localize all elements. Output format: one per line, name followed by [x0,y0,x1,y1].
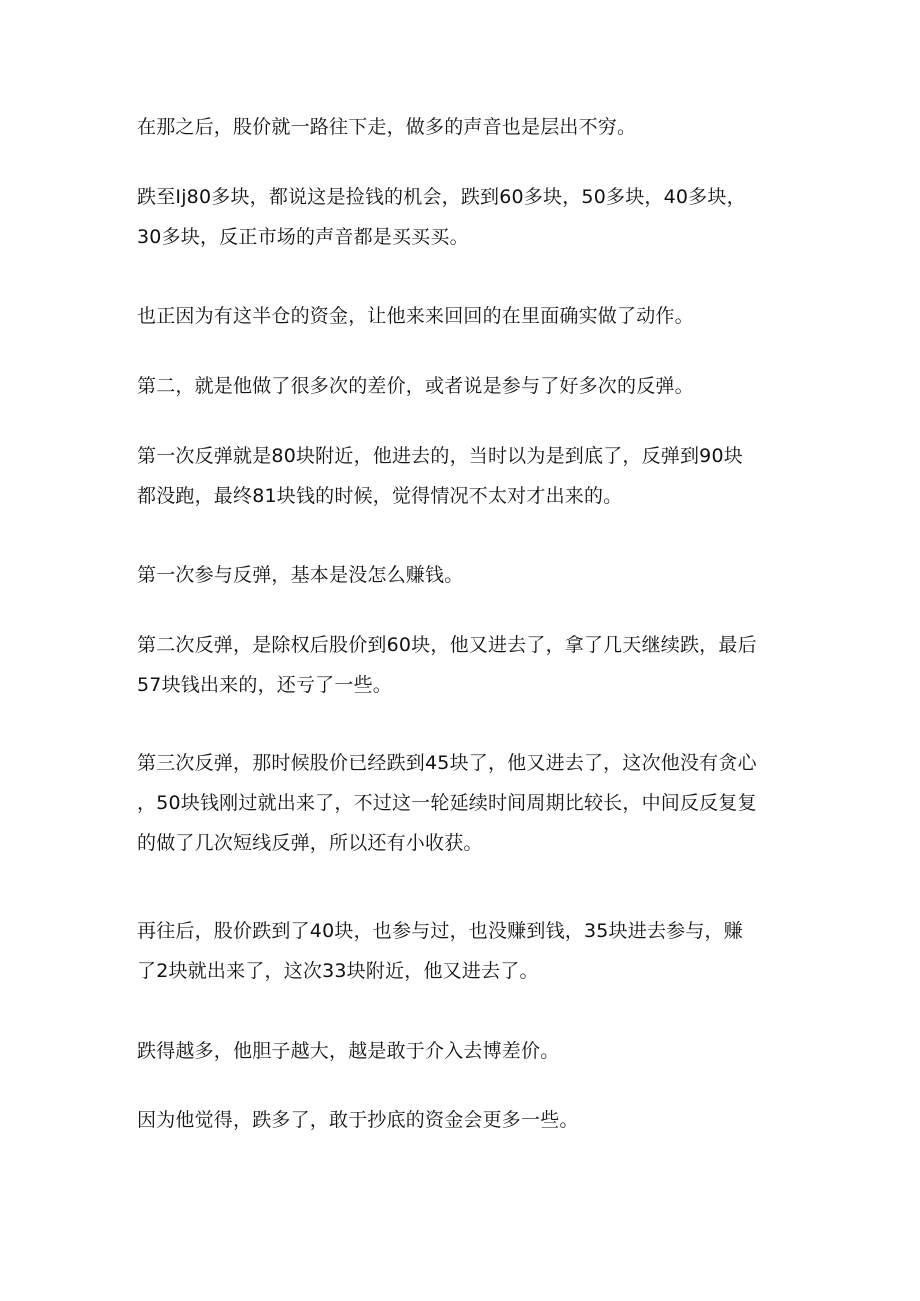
paragraph-4 [137,366,787,406]
paragraph-2 [137,177,787,257]
text-line: ，50块钱刚过就出来了，不过这一轮延续时间周期比较长，中间反反复复 [137,792,757,814]
text-line: 第三次反弹，那时候股价已经跌到45块了，他又进去了，这次他没有贪心 [137,752,757,774]
paragraph-11 [137,1100,787,1140]
text-line: 第二次反弹，是除权后股价到60块，他又进去了，拿了几天继续跌，最后 [137,634,757,656]
text-line: 也正因为有这半仓的资金，让他来来回回的在里面确实做了动作。 [137,305,694,327]
text-line: 在那之后，股价就一路往下走，做多的声音也是层出不穷。 [137,116,637,138]
paragraph-8 [137,743,787,863]
text-line: 的做了几次短线反弹，所以还有小收获。 [137,832,483,854]
text-line: 因为他觉得，跌多了，敢于抄底的资金会更多一些。 [137,1109,579,1131]
paragraph-10 [137,1031,787,1071]
text-line: 再往后，股价跌到了40块，也参与过，也没赚到钱，35块进去参与，赚 [137,920,743,942]
text-line: 了2块就出来了，这次33块附近，他又进去了。 [137,960,539,982]
text-line: 第二，就是他做了很多次的差价，或者说是参与了好多次的反弹。 [137,375,694,397]
text-line: 跌得越多，他胆子越大，越是敢于介入去博差价。 [137,1040,560,1062]
text-line: 第一次参与反弹，基本是没怎么赚钱。 [137,564,464,586]
paragraph-9 [137,911,787,991]
text-line: 57块钱出来的，还亏了一些。 [137,674,392,696]
text-line: 跌至Ⅰj80多块，都说这是捡钱的机会，跌到60多块，50多块，40多块， [137,186,746,208]
paragraph-1 [137,107,787,147]
paragraph-5 [137,436,787,516]
text-line: 都没跑，最终81块钱的时候，觉得情况不太对才出来的。 [137,485,623,507]
text-line: 30多块，反正市场的声音都是买买买。 [137,226,469,248]
paragraph-3 [137,296,787,336]
paragraph-7 [137,625,787,705]
text-line: 第一次反弹就是80块附近，他进去的，当时以为是到底了，反弹到90块 [137,445,743,467]
paragraph-6 [137,555,787,595]
